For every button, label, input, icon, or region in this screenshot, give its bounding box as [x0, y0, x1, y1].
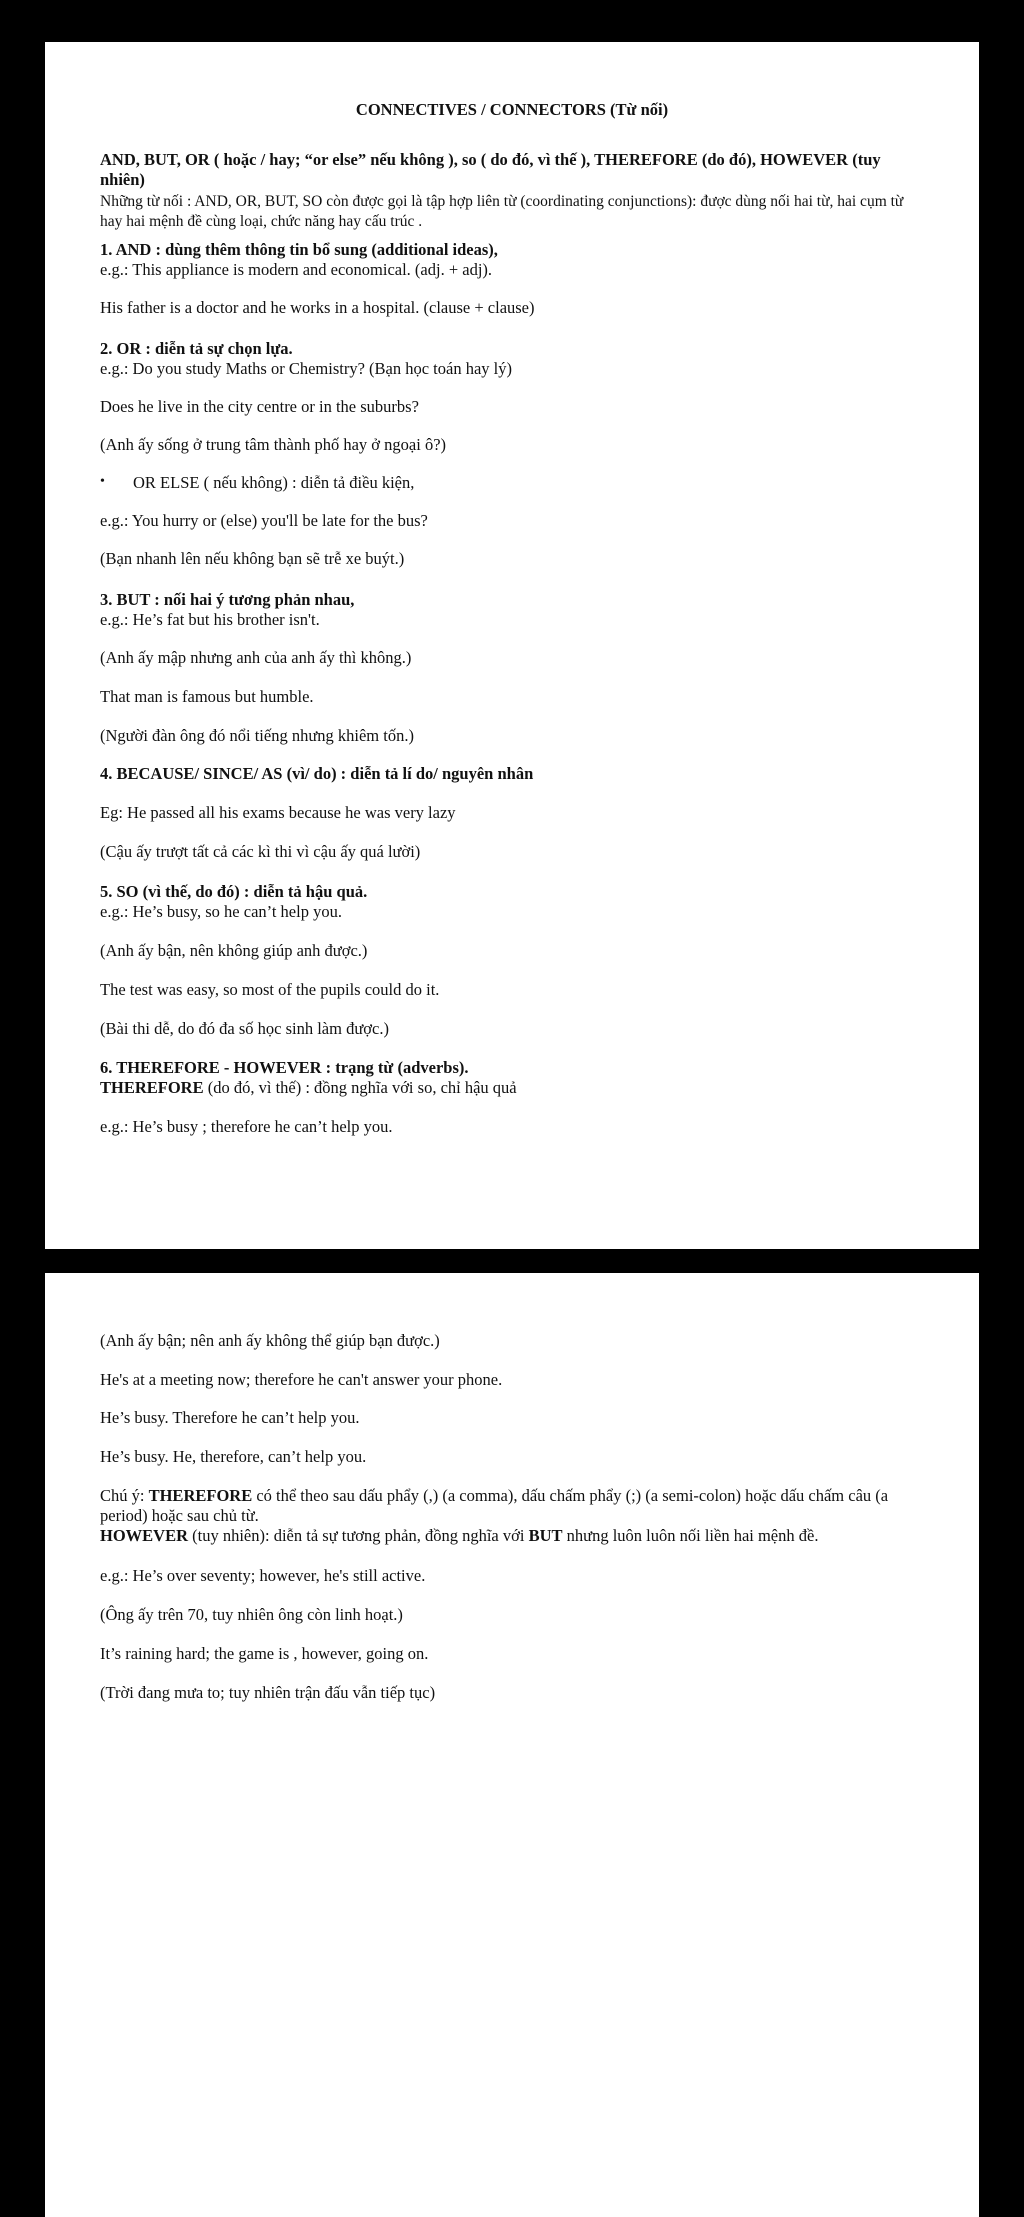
section-5-heading: 5. SO (vì thế, do đó) : diễn tả hậu quả. — [100, 882, 368, 901]
or-else-line: OR ELSE ( nếu không) : diễn tả điều kiện, — [133, 473, 415, 492]
note-paragraph — [100, 1486, 926, 1526]
however-but-bold: BUT — [528, 1526, 563, 1545]
section-2-example-3: (Anh ấy sống ở trung tâm thành phố hay ở ngoại ô?) — [100, 435, 447, 454]
section-1-example-1: e.g.: This appliance is modern and economical. (adj. + adj). — [100, 260, 493, 279]
page2-line-3: He’s busy. Therefore he can’t help you. — [100, 1408, 360, 1427]
section-2-example-4: e.g.: You hurry or (else) you'll be late for the bus? — [100, 511, 428, 530]
note-text: có thể theo sau dấu phẩy (,) (a comma), dấu chấm phẩy (;) (a semi-colon) hoặc dấu chấm câu (a period) hoặc sau chủ từ. — [100, 1486, 889, 1525]
section-1-example-2: His father is a doctor and he works in a hospital. (clause + clause) — [100, 298, 535, 317]
note-label: Chú ý: — [100, 1486, 149, 1505]
page2-line-4: He’s busy. He, therefore, can’t help you. — [100, 1447, 367, 1466]
page2-line-5: e.g.: He’s over seventy; however, he's still active. — [100, 1566, 426, 1585]
page2-line-2: He's at a meeting now; therefore he can't answer your phone. — [100, 1370, 503, 1389]
section-1-heading: 1. AND : dùng thêm thông tin bổ sung (additional ideas), — [100, 240, 498, 259]
intro-text: Những từ nối : AND, OR, BUT, SO còn được gọi là tập hợp liên từ (coordinating conjunctions): được dùng nối hai từ, hai cụm từ hay hai mệnh đề cùng loại, chức năng hay cấu trúc . — [100, 193, 904, 230]
section-5-example-4: (Bài thi dễ, do đó đa số học sinh làm được.) — [100, 1019, 389, 1038]
section-5-example-3: The test was easy, so most of the pupils could do it. — [100, 980, 440, 999]
page2-line-8: (Trời đang mưa to; tuy nhiên trận đấu vẫn tiếp tục) — [100, 1683, 436, 1702]
document-page-2 — [45, 1273, 979, 2217]
page-title: CONNECTIVES / CONNECTORS (Từ nối) — [355, 100, 669, 119]
intro-heading: AND, BUT, OR ( hoặc / hay; “or else” nếu không ), so ( do đó, vì thế ), THEREFORE (do đó), HOWEVER (tuy nhiên) — [100, 150, 881, 189]
section-6-example-1: e.g.: He’s busy ; therefore he can’t help you. — [100, 1117, 393, 1136]
however-text-b: nhưng luôn luôn nối liền hai mệnh đề. — [562, 1526, 819, 1545]
page2-line-7: It’s raining hard; the game is , however, going on. — [100, 1644, 429, 1663]
therefore-bold: THEREFORE — [100, 1078, 204, 1097]
page2-line-6: (Ông ấy trên 70, tuy nhiên ông còn linh hoạt.) — [100, 1605, 403, 1624]
section-2-example-5: (Bạn nhanh lên nếu không bạn sẽ trễ xe buýt.) — [100, 549, 405, 568]
note-therefore-bold: THEREFORE — [148, 1486, 253, 1505]
section-3-heading: 3. BUT : nối hai ý tương phản nhau, — [100, 590, 355, 609]
section-4-example-1: Eg: He passed all his exams because he was very lazy — [100, 803, 456, 822]
section-2-example-1: e.g.: Do you study Maths or Chemistry? (Bạn học toán hay lý) — [100, 359, 512, 378]
section-6-therefore-line — [100, 1078, 517, 1098]
bullet-icon: • — [100, 474, 105, 489]
section-5-example-1: e.g.: He’s busy, so he can’t help you. — [100, 902, 342, 921]
section-4-heading: 4. BECAUSE/ SINCE/ AS (vì/ do) : diễn tả lí do/ nguyên nhân — [100, 764, 534, 783]
however-text-a: (tuy nhiên): diễn tả sự tương phản, đồng nghĩa với — [188, 1526, 529, 1545]
section-5-example-2: (Anh ấy bận, nên không giúp anh được.) — [100, 941, 368, 960]
section-2-heading: 2. OR : diễn tả sự chọn lựa. — [100, 339, 293, 358]
however-paragraph — [100, 1526, 926, 1546]
therefore-text: (do đó, vì thế) : đồng nghĩa với so, chỉ hậu quả — [203, 1078, 517, 1097]
section-6-heading: 6. THEREFORE - HOWEVER : trạng từ (adverbs). — [100, 1058, 469, 1077]
page2-line-1: (Anh ấy bận; nên anh ấy không thể giúp bạn được.) — [100, 1331, 440, 1350]
section-3-example-2: (Anh ấy mập nhưng anh của anh ấy thì không.) — [100, 648, 412, 667]
document-page-1 — [45, 42, 979, 1249]
section-3-example-3: That man is famous but humble. — [100, 687, 314, 706]
section-3-example-1: e.g.: He’s fat but his brother isn't. — [100, 610, 320, 629]
section-4-example-2: (Cậu ấy trượt tất cả các kì thi vì cậu ấy quá lười) — [100, 842, 421, 861]
however-bold: HOWEVER — [100, 1526, 189, 1545]
section-2-example-2: Does he live in the city centre or in the suburbs? — [100, 397, 419, 416]
section-3-example-4: (Người đàn ông đó nổi tiếng nhưng khiêm tốn.) — [100, 726, 414, 745]
